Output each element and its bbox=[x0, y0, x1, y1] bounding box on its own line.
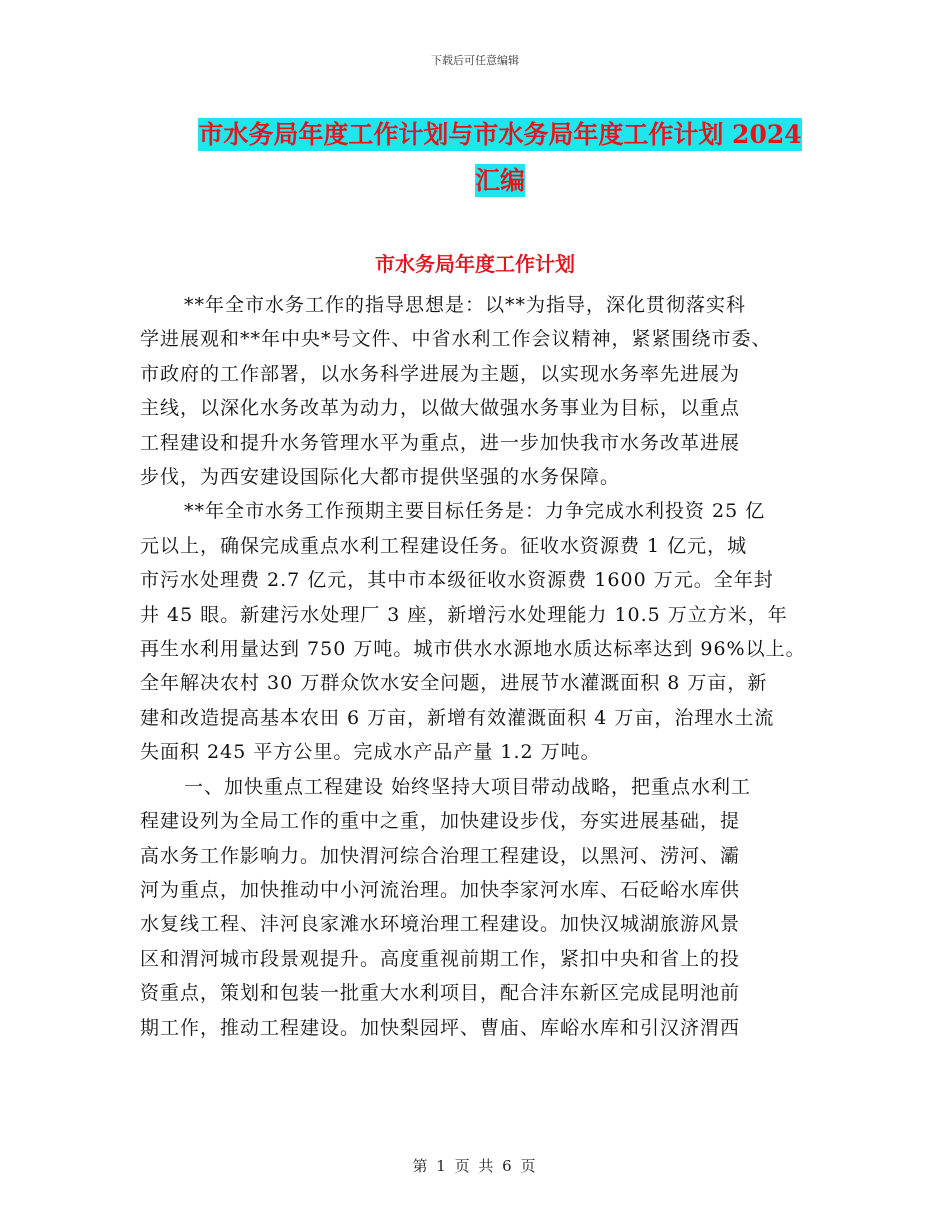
page-number: 第 1 页 共 6 页 bbox=[412, 1157, 538, 1175]
paragraph-3-line: 程建设列为全局工作的重中之重，加快建设步伐，夯实进展基础，提 bbox=[140, 810, 741, 833]
paragraph-1-line: 工程建设和提升水务管理水平为重点，进一步加快我市水务改革进展 bbox=[140, 431, 741, 454]
paragraph-3-line: 河为重点，加快推动中小河流治理。加快李家河水库、石砭峪水库供 bbox=[140, 878, 741, 901]
document-title-line-2: 汇编 bbox=[474, 166, 525, 195]
paragraph-2-line: 建和改造提高基本农田 6 万亩，新增有效灌溉面积 4 万亩，治理水土流 bbox=[140, 706, 775, 729]
paragraph-3-line: 水复线工程、沣河良家滩水环境治理工程建设。加快汉城湖旅游风景 bbox=[140, 913, 741, 936]
paragraph-3-line: 期工作，推动工程建设。加快梨园坪、曹庙、库峪水库和引汉济渭西 bbox=[140, 1016, 741, 1039]
paragraph-1-line: 主线，以深化水务改革为动力，以做大做强水务事业为目标，以重点 bbox=[140, 397, 741, 420]
paragraph-1-line: **年全市水务工作的指导思想是：以**为指导，深化贯彻落实科 bbox=[184, 294, 747, 316]
paragraph-2-line: 井 45 眼。新建污水处理厂 3 座，新增污水处理能力 10.5 万立方米，年 bbox=[140, 603, 788, 626]
paragraph-1-line: 步伐，为西安建设国际化大都市提供坚强的水务保障。 bbox=[140, 466, 621, 489]
paragraph-3-line: 区和渭河城市段景观提升。高度重视前期工作，紧扣中央和省上的投 bbox=[140, 947, 741, 970]
section-title: 市水务局年度工作计划 bbox=[375, 252, 575, 276]
paragraph-2-line: 市污水处理费 2.7 亿元，其中市本级征收水资源费 1600 万元。全年封 bbox=[140, 569, 774, 592]
paragraph-2-line: 失面积 245 平方公里。完成水产品产量 1.2 万吨。 bbox=[140, 741, 601, 764]
paragraph-1-line: 学进展观和**年中央*号文件、中省水利工作会议精神，紧紧围绕市委、 bbox=[140, 328, 772, 351]
paragraph-3-line: 高水务工作影响力。加快渭河综合治理工程建设，以黑河、涝河、灞 bbox=[140, 844, 741, 867]
paragraph-2-line: 全年解决农村 30 万群众饮水安全问题，进展节水灌溉面积 8 万亩，新 bbox=[140, 672, 768, 695]
document-title-line-1: 市水务局年度工作计划与市水务局年度工作计划 2024 bbox=[198, 120, 802, 149]
document-body bbox=[140, 288, 815, 1045]
paragraph-2-line: 再生水利用量达到 750 万吨。城市供水水源地水质达标率达到 96%以上。 bbox=[140, 638, 806, 661]
header-note: 下载后可任意编辑 bbox=[431, 54, 519, 67]
paragraph-3-line: 资重点，策划和包装一批重大水利项目，配合沣东新区完成昆明池前 bbox=[140, 982, 741, 1005]
paragraph-2-line: 元以上，确保完成重点水利工程建设任务。征收水资源费 1 亿元，城 bbox=[140, 534, 748, 557]
paragraph-3-line: 一、加快重点工程建设 始终坚持大项目带动战略，把重点水利工 bbox=[184, 775, 752, 798]
document-title bbox=[190, 112, 810, 204]
paragraph-1-line: 市政府的工作部署，以水务科学进展为主题，以实现水务率先进展为 bbox=[140, 362, 741, 385]
paragraph-2-line: **年全市水务工作预期主要目标任务是：力争完成水利投资 25 亿 bbox=[184, 500, 766, 523]
